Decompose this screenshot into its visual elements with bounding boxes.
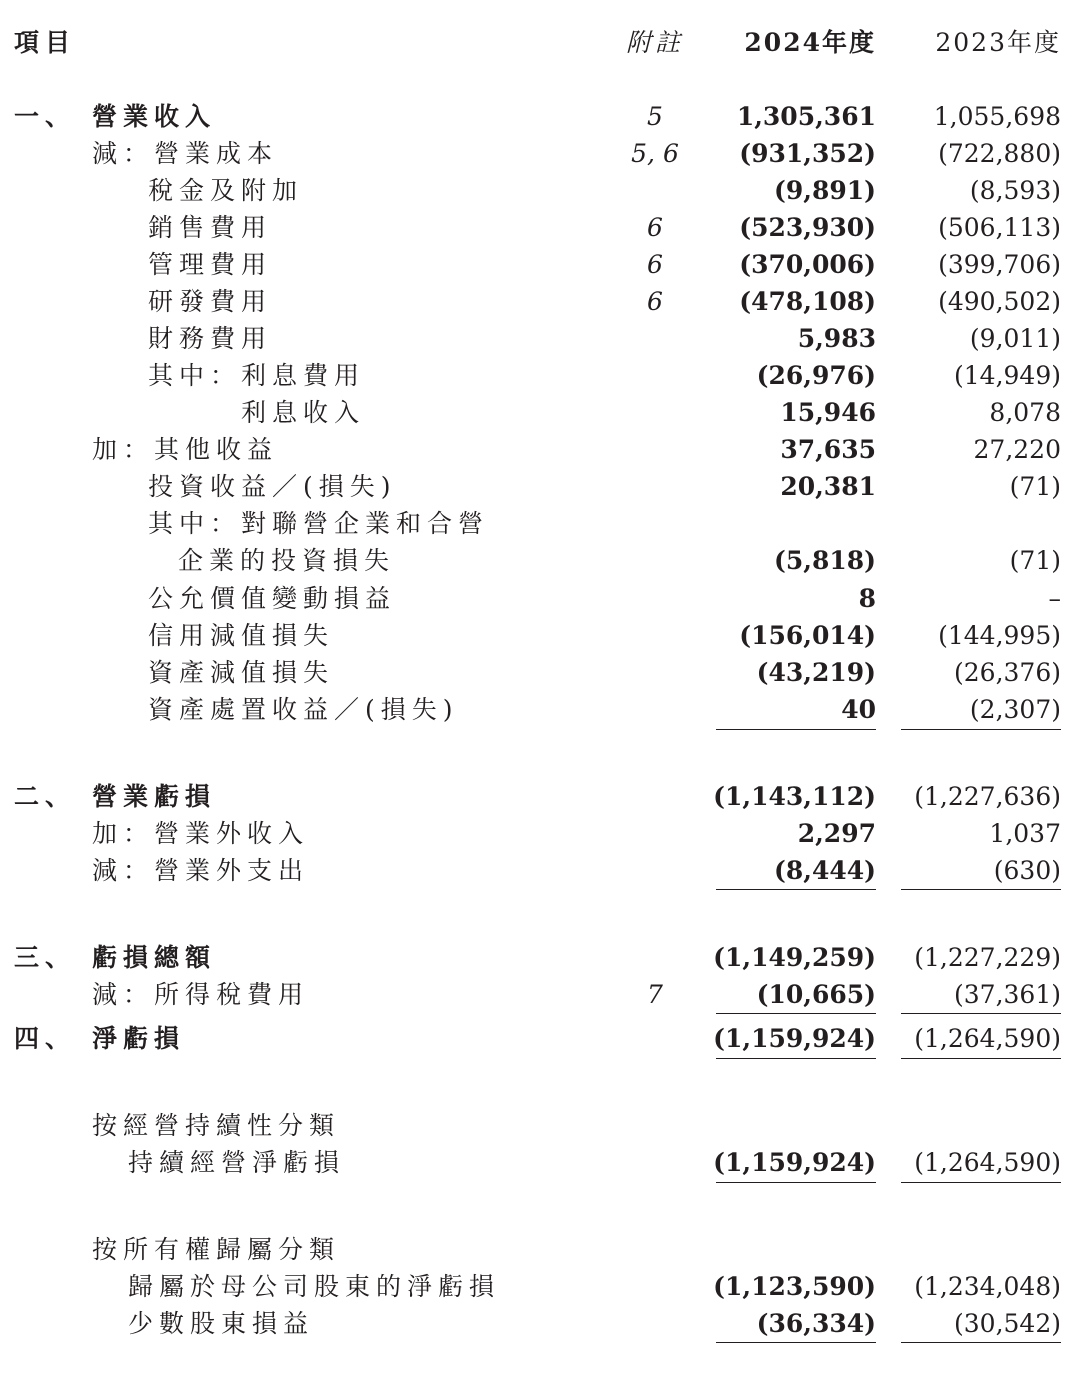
row-finance-expenses <box>0 320 1080 357</box>
row-label: 信用減值損失 <box>148 621 335 650</box>
section-mark: 三、 <box>14 943 77 972</box>
row-selling-expenses <box>0 209 1080 246</box>
value-2024: (26,976) <box>756 361 876 390</box>
row-label: 虧損總額 <box>92 943 217 972</box>
row-investment-gain <box>0 468 1080 505</box>
value-2024: (9,891) <box>774 176 876 205</box>
header-2023: 2023年度 <box>935 28 1061 57</box>
row-non-operating-income <box>0 815 1080 852</box>
value-2024: (1,143,112) <box>713 782 876 811</box>
row-label: 企業的投資損失 <box>178 546 396 575</box>
table-header <box>0 24 1080 61</box>
row-label: 按所有權歸屬分類 <box>92 1235 341 1264</box>
subtotal-rule-2023 <box>901 1013 1061 1014</box>
value-2024: 40 <box>841 695 876 724</box>
value-2024: 2,297 <box>797 819 876 848</box>
row-operating-loss <box>0 778 1080 815</box>
row-label: 按經營持續性分類 <box>92 1111 341 1140</box>
value-2024: (1,159,924) <box>713 1024 876 1053</box>
row-label: 其中：利息費用 <box>148 361 366 390</box>
value-2023: 1,055,698 <box>933 102 1061 131</box>
subtotal-rule-2023 <box>901 1182 1061 1183</box>
value-2023: (630) <box>993 856 1061 885</box>
row-label: 利息收入 <box>241 398 366 427</box>
value-2023: (30,542) <box>954 1309 1061 1338</box>
value-2023: 8,078 <box>989 398 1061 427</box>
value-2024: 5,983 <box>797 324 876 353</box>
subtotal-rule-2023 <box>901 729 1061 730</box>
row-associates-loss <box>0 542 1080 579</box>
value-2024: 37,635 <box>780 435 876 464</box>
row-non-operating-expense <box>0 852 1080 889</box>
row-interest-income <box>0 394 1080 431</box>
value-2024: (370,006) <box>739 250 876 279</box>
value-2024: (156,014) <box>739 621 876 650</box>
row-label: 財務費用 <box>148 324 273 353</box>
value-2024: 8 <box>858 584 876 613</box>
value-2024: (10,665) <box>756 980 876 1009</box>
row-label: 稅金及附加 <box>148 176 304 205</box>
row-taxes-surcharges <box>0 172 1080 209</box>
value-2024: (523,930) <box>739 213 876 242</box>
row-asset-impairment <box>0 654 1080 691</box>
row-label: 其中：對聯營企業和合營 <box>148 509 490 538</box>
value-2023: (506,113) <box>938 213 1061 242</box>
row-label: 資產減值損失 <box>148 658 335 687</box>
section-mark: 一、 <box>14 102 77 131</box>
value-2024: (36,334) <box>756 1309 876 1338</box>
value-2023: (144,995) <box>938 621 1061 650</box>
subtotal-rule-2023 <box>901 1342 1061 1343</box>
value-2023: (1,234,048) <box>914 1272 1061 1301</box>
row-interest-expense <box>0 357 1080 394</box>
row-total-loss <box>0 939 1080 976</box>
value-2024: (5,818) <box>774 546 876 575</box>
value-2023: (14,949) <box>954 361 1061 390</box>
value-2024: (43,219) <box>756 658 876 687</box>
row-label: 加：其他收益 <box>92 435 279 464</box>
subtotal-rule-2024 <box>716 1182 876 1183</box>
value-2024: (931,352) <box>739 139 876 168</box>
value-2023: (26,376) <box>954 658 1061 687</box>
value-2023: (722,880) <box>938 139 1061 168</box>
value-2023: (8,593) <box>969 176 1061 205</box>
row-rd-expenses <box>0 283 1080 320</box>
header-2024: 2024年度 <box>744 28 876 57</box>
subtotal-rule-2023 <box>901 889 1061 890</box>
value-2023: (490,502) <box>938 287 1061 316</box>
value-2023: (9,011) <box>969 324 1061 353</box>
row-label: 歸屬於母公司股東的淨虧損 <box>128 1272 501 1301</box>
row-label: 公允價值變動損益 <box>148 584 397 613</box>
row-operating-cost <box>0 135 1080 172</box>
row-note: 7 <box>647 980 663 1009</box>
section-mark: 四、 <box>14 1024 77 1053</box>
value-2023: (71) <box>1009 472 1061 501</box>
row-continuity-heading <box>0 1107 1080 1144</box>
value-2023: (71) <box>1009 546 1061 575</box>
value-2024: (478,108) <box>739 287 876 316</box>
row-note: 6 <box>647 287 663 316</box>
header-note: 附註 <box>625 28 684 57</box>
row-note: 6 <box>647 250 663 279</box>
value-2024: (1,149,259) <box>713 943 876 972</box>
row-asset-disposal <box>0 691 1080 728</box>
subtotal-rule-2024 <box>716 889 876 890</box>
total-rule-2024 <box>716 1058 876 1059</box>
subtotal-rule-2024 <box>716 729 876 730</box>
row-ownership-heading <box>0 1231 1080 1268</box>
row-label: 減：所得稅費用 <box>92 980 310 1009</box>
row-fair-value-change <box>0 580 1080 617</box>
row-associates-label <box>0 505 1080 542</box>
value-2023: 27,220 <box>973 435 1061 464</box>
value-2024: (8,444) <box>774 856 876 885</box>
row-income-tax <box>0 976 1080 1013</box>
row-label: 研發費用 <box>148 287 273 316</box>
row-label: 營業虧損 <box>92 782 217 811</box>
value-2024: 20,381 <box>780 472 876 501</box>
row-admin-expenses <box>0 246 1080 283</box>
value-2023: (2,307) <box>969 695 1061 724</box>
row-parent-net-loss <box>0 1268 1080 1305</box>
section-mark: 二、 <box>14 782 77 811</box>
row-continuing-net-loss <box>0 1144 1080 1181</box>
header-item: 項目 <box>14 28 77 57</box>
value-2023: (399,706) <box>938 250 1061 279</box>
row-net-loss <box>0 1020 1080 1057</box>
value-2023: (1,264,590) <box>914 1024 1061 1053</box>
value-2023: (1,264,590) <box>914 1148 1061 1177</box>
row-label: 持續經營淨虧損 <box>128 1148 346 1177</box>
total-rule-2023 <box>901 1058 1061 1059</box>
row-label: 減：營業外支出 <box>92 856 310 885</box>
row-credit-impairment <box>0 617 1080 654</box>
row-label: 減：營業成本 <box>92 139 279 168</box>
value-2023: (1,227,229) <box>914 943 1061 972</box>
row-operating-revenue <box>0 98 1080 135</box>
row-minority-interest <box>0 1305 1080 1342</box>
value-2023: (1,227,636) <box>914 782 1061 811</box>
row-label: 淨虧損 <box>92 1024 186 1053</box>
row-label: 投資收益／(損失) <box>148 472 397 501</box>
row-label: 銷售費用 <box>148 213 273 242</box>
value-2023: – <box>1048 584 1061 613</box>
value-2024: (1,123,590) <box>713 1272 876 1301</box>
value-2023: (37,361) <box>954 980 1061 1009</box>
subtotal-rule-2024 <box>716 1013 876 1014</box>
row-label: 少數股東損益 <box>128 1309 315 1338</box>
value-2024: (1,159,924) <box>713 1148 876 1177</box>
value-2024: 15,946 <box>780 398 876 427</box>
row-label: 管理費用 <box>148 250 273 279</box>
row-label: 加：營業外收入 <box>92 819 310 848</box>
subtotal-rule-2024 <box>716 1342 876 1343</box>
value-2023: 1,037 <box>989 819 1061 848</box>
row-note: 6 <box>647 213 663 242</box>
row-label: 營業收入 <box>92 102 217 131</box>
row-note: 5, 6 <box>631 139 679 168</box>
value-2024: 1,305,361 <box>736 102 876 131</box>
row-note: 5 <box>647 102 663 131</box>
row-other-income <box>0 431 1080 468</box>
row-label: 資產處置收益／(損失) <box>148 695 459 724</box>
